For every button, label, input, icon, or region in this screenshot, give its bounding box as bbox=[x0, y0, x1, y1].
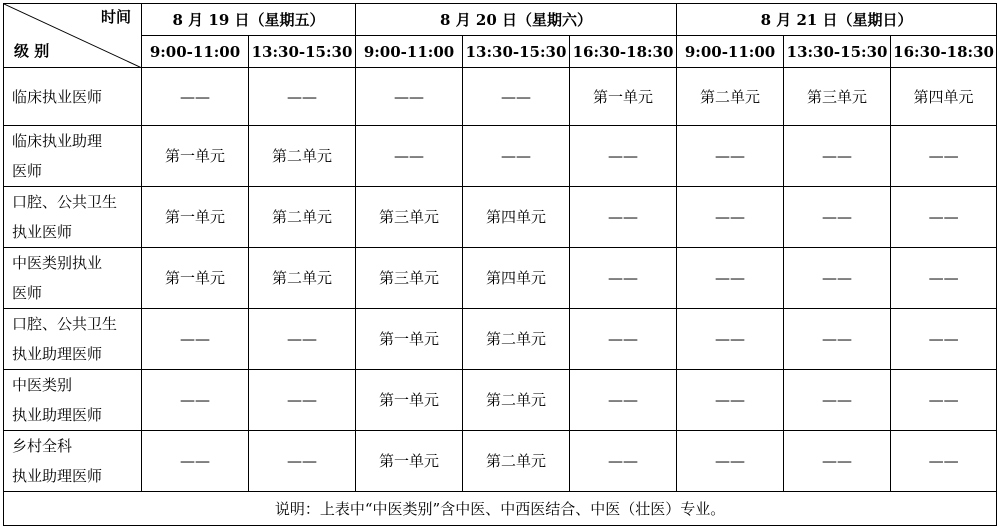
slot-header: 9:00-11:00 bbox=[356, 36, 463, 68]
date-header-0: 8 月 19 日（星期五） bbox=[142, 4, 356, 36]
level-cell bbox=[4, 126, 142, 187]
table-row bbox=[4, 68, 997, 126]
schedule-cell: —— bbox=[142, 309, 249, 370]
table-row bbox=[4, 431, 997, 492]
level-label-line: 口腔、公共卫生 bbox=[12, 193, 118, 211]
level-cell bbox=[4, 68, 142, 126]
level-label-line: 执业助理医师 bbox=[12, 406, 103, 424]
level-label-line: 中医类别执业 bbox=[12, 254, 103, 272]
schedule-cell: —— bbox=[463, 68, 570, 126]
level-label-line: 口腔、公共卫生 bbox=[12, 315, 118, 333]
slot-header: 13:30-15:30 bbox=[249, 36, 356, 68]
level-label-line: 医师 bbox=[12, 284, 43, 302]
slot-header: 16:30-18:30 bbox=[570, 36, 677, 68]
schedule-cell: —— bbox=[249, 309, 356, 370]
schedule-cell: —— bbox=[891, 248, 997, 309]
schedule-cell: —— bbox=[784, 126, 891, 187]
schedule-cell: —— bbox=[570, 126, 677, 187]
slot-header: 9:00-11:00 bbox=[142, 36, 249, 68]
level-label-line: 临床执业医师 bbox=[12, 87, 103, 106]
header-slot-row bbox=[4, 36, 997, 68]
schedule-cell: 第一单元 bbox=[142, 187, 249, 248]
date-header-2: 8 月 21 日（星期日） bbox=[677, 4, 997, 36]
schedule-cell: 第四单元 bbox=[891, 68, 997, 126]
schedule-cell: —— bbox=[570, 370, 677, 431]
schedule-cell: —— bbox=[142, 370, 249, 431]
schedule-cell: 第三单元 bbox=[784, 68, 891, 126]
schedule-cell: —— bbox=[891, 431, 997, 492]
schedule-cell: —— bbox=[142, 431, 249, 492]
schedule-cell: —— bbox=[891, 187, 997, 248]
schedule-cell: 第一单元 bbox=[356, 431, 463, 492]
level-label-line: 执业医师 bbox=[12, 223, 73, 241]
level-cell bbox=[4, 309, 142, 370]
table-row bbox=[4, 248, 997, 309]
level-label-line: 乡村全科 bbox=[12, 437, 73, 455]
schedule-cell: 第二单元 bbox=[249, 187, 356, 248]
level-cell bbox=[4, 370, 142, 431]
schedule-cell: 第一单元 bbox=[356, 309, 463, 370]
schedule-cell: —— bbox=[142, 68, 249, 126]
schedule-cell: 第二单元 bbox=[249, 126, 356, 187]
schedule-cell: —— bbox=[249, 370, 356, 431]
schedule-cell: —— bbox=[356, 68, 463, 126]
schedule-cell: —— bbox=[677, 431, 784, 492]
schedule-cell: 第一单元 bbox=[142, 248, 249, 309]
level-label-line: 中医类别 bbox=[12, 376, 73, 394]
level-label-line: 执业助理医师 bbox=[12, 467, 103, 485]
schedule-cell: 第二单元 bbox=[677, 68, 784, 126]
level-cell bbox=[4, 431, 142, 492]
schedule-cell: 第一单元 bbox=[570, 68, 677, 126]
header-date-row bbox=[4, 4, 997, 36]
schedule-cell: —— bbox=[891, 370, 997, 431]
table-row bbox=[4, 126, 997, 187]
schedule-cell: —— bbox=[356, 126, 463, 187]
schedule-cell: 第四单元 bbox=[463, 248, 570, 309]
level-label-line: 医师 bbox=[12, 162, 43, 180]
schedule-cell: —— bbox=[891, 309, 997, 370]
note-row bbox=[4, 492, 997, 526]
note-text: 说明：上表中“中医类别”含中医、中西医结合、中医（壮医）专业。 bbox=[4, 492, 997, 526]
schedule-cell: 第二单元 bbox=[463, 309, 570, 370]
exam-schedule-table bbox=[3, 3, 997, 526]
slot-header: 13:30-15:30 bbox=[784, 36, 891, 68]
level-cell bbox=[4, 248, 142, 309]
schedule-cell: —— bbox=[784, 370, 891, 431]
schedule-cell: 第四单元 bbox=[463, 187, 570, 248]
schedule-cell: —— bbox=[570, 431, 677, 492]
slot-header: 16:30-18:30 bbox=[891, 36, 997, 68]
level-label-line: 临床执业助理 bbox=[12, 132, 103, 150]
level-header-label: 级 别 bbox=[14, 42, 50, 60]
schedule-cell: —— bbox=[570, 248, 677, 309]
slot-header: 9:00-11:00 bbox=[677, 36, 784, 68]
schedule-cell: —— bbox=[677, 248, 784, 309]
schedule-cell: —— bbox=[677, 309, 784, 370]
schedule-cell: —— bbox=[784, 431, 891, 492]
schedule-cell: —— bbox=[570, 187, 677, 248]
level-cell bbox=[4, 187, 142, 248]
schedule-cell: —— bbox=[891, 126, 997, 187]
table-row bbox=[4, 187, 997, 248]
schedule-cell: 第二单元 bbox=[463, 370, 570, 431]
schedule-cell: 第一单元 bbox=[356, 370, 463, 431]
schedule-cell: —— bbox=[677, 370, 784, 431]
date-header-1: 8 月 20 日（星期六） bbox=[356, 4, 677, 36]
schedule-cell: —— bbox=[677, 187, 784, 248]
schedule-cell: —— bbox=[249, 68, 356, 126]
level-label-line: 执业助理医师 bbox=[12, 345, 103, 363]
schedule-cell: —— bbox=[784, 248, 891, 309]
schedule-cell: 第三单元 bbox=[356, 248, 463, 309]
schedule-cell: 第二单元 bbox=[463, 431, 570, 492]
table-row bbox=[4, 370, 997, 431]
header-corner-cell bbox=[4, 4, 142, 68]
schedule-cell: —— bbox=[784, 309, 891, 370]
schedule-cell: 第一单元 bbox=[142, 126, 249, 187]
schedule-cell: —— bbox=[249, 431, 356, 492]
schedule-cell: —— bbox=[784, 187, 891, 248]
schedule-cell: —— bbox=[570, 309, 677, 370]
schedule-cell: —— bbox=[463, 126, 570, 187]
schedule-cell: —— bbox=[677, 126, 784, 187]
table-row bbox=[4, 309, 997, 370]
time-header-label: 时间 bbox=[100, 8, 131, 26]
schedule-cell: 第三单元 bbox=[356, 187, 463, 248]
schedule-cell: 第二单元 bbox=[249, 248, 356, 309]
slot-header: 13:30-15:30 bbox=[463, 36, 570, 68]
